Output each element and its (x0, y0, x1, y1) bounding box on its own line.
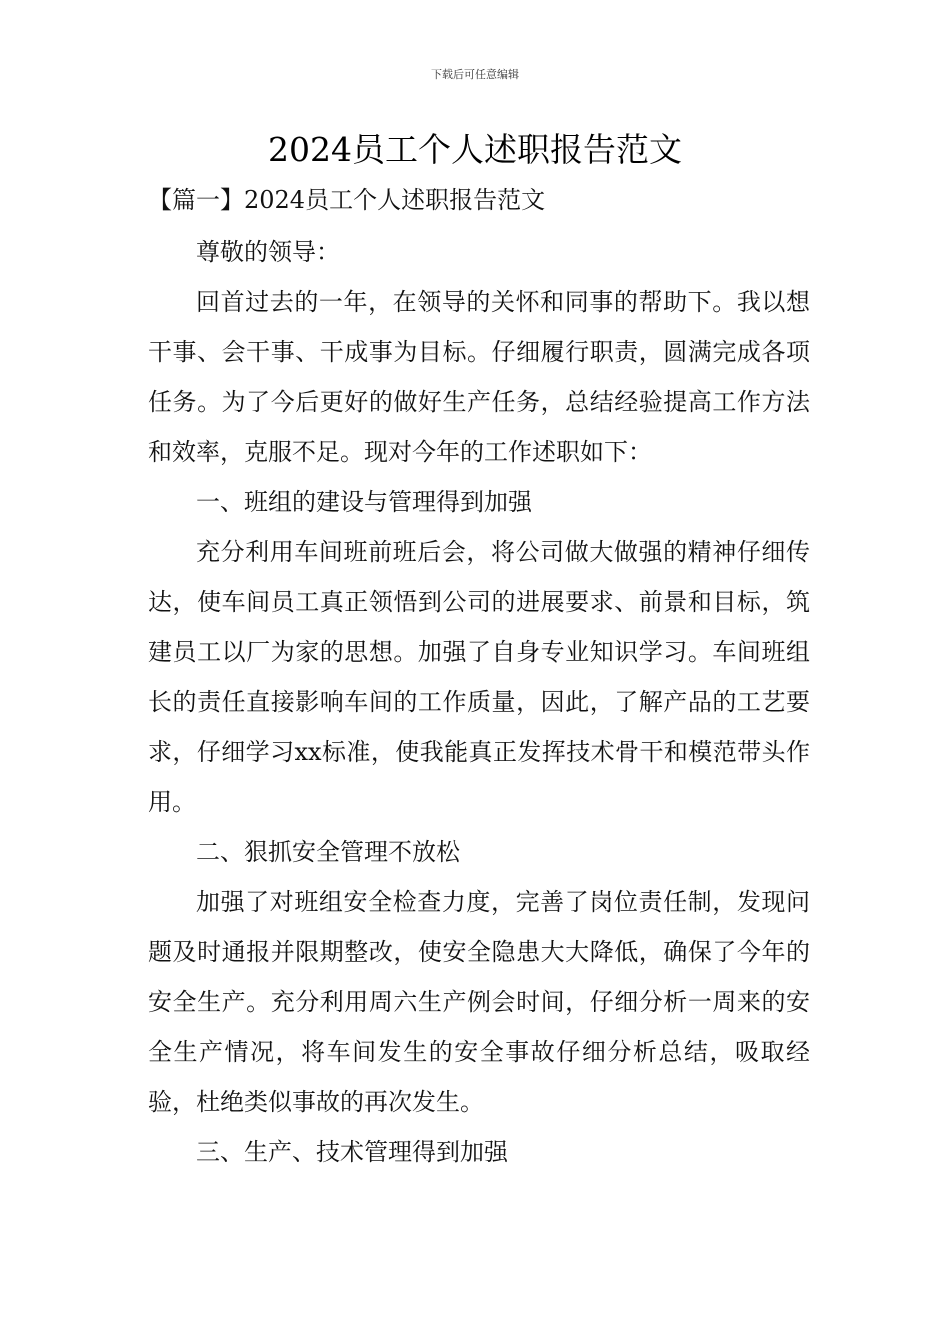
document-body (148, 227, 810, 1177)
intro-paragraph: 回首过去的一年，在领导的关怀和同事的帮助下。我以想干事、会干事、干成事为目标。仔细履行职责，圆满完成各项任务。为了今后更好的做好生产任务，总结经验提高工作方法和效率，克服不足。现对今年的工作述职如下： (148, 288, 810, 466)
salutation: 尊敬的领导： (196, 238, 340, 266)
section-heading-3: 三、生产、技术管理得到加强 (196, 1138, 508, 1166)
section-heading-1: 一、班组的建设与管理得到加强 (196, 488, 532, 516)
section-paragraph-2: 加强了对班组安全检查力度，完善了岗位责任制，发现问题及时通报并限期整改，使安全隐患大大降低，确保了今年的安全生产。充分利用周六生产例会时间，仔细分析一周来的安全生产情况，将车间发生的安全事故仔细分析总结，吸取经验，杜绝类似事故的再次发生。 (148, 888, 810, 1116)
page-header-note: 下载后可任意编辑 (431, 68, 519, 81)
document-title: 2024员工个人述职报告范文 (268, 130, 682, 169)
document-subtitle: 【篇一】2024员工个人述职报告范文 (148, 186, 546, 214)
section-heading-2: 二、狠抓安全管理不放松 (196, 838, 460, 866)
section-paragraph-1: 充分利用车间班前班后会，将公司做大做强的精神仔细传达，使车间员工真正领悟到公司的进展要求、前景和目标，筑建员工以厂为家的思想。加强了自身专业知识学习。车间班组长的责任直接影响车间的工作质量，因此，了解产品的工艺要求，仔细学习xx标准，使我能真正发挥技术骨干和模范带头作用。 (148, 538, 810, 816)
